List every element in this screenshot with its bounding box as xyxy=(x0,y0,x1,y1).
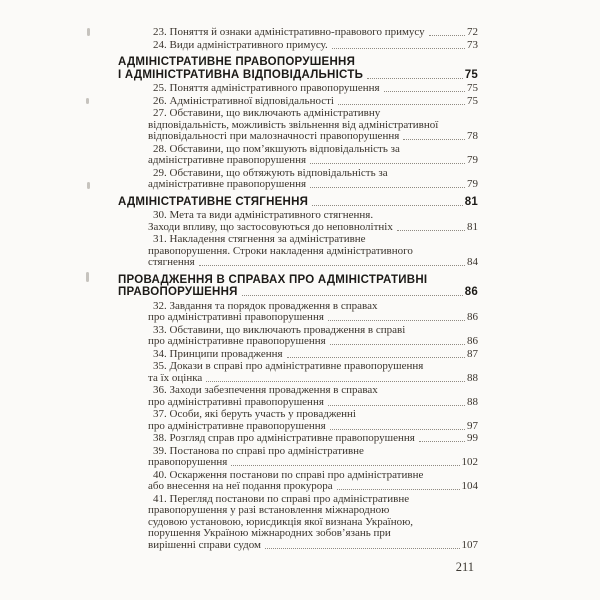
toc-page-number: 81 xyxy=(464,195,478,208)
toc-entry-text: або внесення на неї подання прокурора xyxy=(148,480,333,492)
dot-leader xyxy=(310,163,465,164)
toc-entry-text: 26. Адміністративної відповідальності xyxy=(153,94,334,107)
toc-page-number: 72 xyxy=(467,26,478,38)
toc-item-entry xyxy=(118,96,478,108)
toc-entry-line xyxy=(118,69,478,82)
dot-leader xyxy=(330,429,465,430)
toc-entry-text: та їх оцінка xyxy=(148,371,203,384)
toc-entry-text: 31. Накладення стягнення за адміністративне xyxy=(153,233,366,245)
scan-artifact xyxy=(86,98,89,104)
dot-leader xyxy=(312,205,463,206)
toc-item-entry xyxy=(118,385,478,408)
dot-leader xyxy=(199,265,465,266)
toc-page-number: 81 xyxy=(467,220,478,233)
toc-entry-line xyxy=(118,155,478,167)
dot-leader xyxy=(328,320,465,321)
toc-entry-text: про адміністративне правопорушення xyxy=(148,419,326,432)
toc-page-number: 102 xyxy=(461,456,478,468)
toc-entry-text: 25. Поняття адміністративного правопорушення xyxy=(153,82,380,94)
toc-page-number: 87 xyxy=(467,347,478,360)
dot-leader xyxy=(397,230,465,231)
toc-entry-line xyxy=(118,397,478,409)
toc-entry-line xyxy=(118,27,478,39)
dot-leader xyxy=(242,295,463,296)
toc-page-number: 107 xyxy=(461,538,478,551)
dot-leader xyxy=(231,465,459,466)
toc-page-number: 73 xyxy=(467,38,478,51)
toc-entry-line xyxy=(118,540,478,552)
toc-entry-line xyxy=(118,421,478,433)
toc-entry-text: порушення Україною міжнародних зобов’язань при xyxy=(148,527,391,539)
toc-page-number: 79 xyxy=(467,178,478,190)
toc-entry-line xyxy=(118,274,478,287)
toc-entry-text: про адміністративне правопорушення xyxy=(148,335,326,347)
toc-entry-text: адміністративне правопорушення xyxy=(148,154,307,166)
toc-section-entry xyxy=(118,196,478,209)
dot-leader xyxy=(367,78,463,79)
dot-leader xyxy=(206,381,465,382)
toc-item-entry xyxy=(118,361,478,384)
toc-entry-line xyxy=(118,385,478,397)
page-number-folio: 211 xyxy=(455,560,474,574)
toc-entry-text: правопорушення xyxy=(148,456,228,468)
toc-page-number: 78 xyxy=(467,130,478,142)
toc-entry-line xyxy=(118,96,478,108)
scan-artifact xyxy=(87,182,90,189)
dot-leader xyxy=(328,405,465,406)
toc-item-entry xyxy=(118,83,478,95)
dot-leader xyxy=(287,357,465,358)
toc-entry-text: ПРАВОПОРУШЕННЯ xyxy=(118,286,238,298)
toc-entry-text: 41. Перегляд постанови по справі про адміністративне xyxy=(153,492,410,505)
toc-page-number: 79 xyxy=(467,154,478,166)
dot-leader xyxy=(337,489,460,490)
toc-entry-line xyxy=(118,222,478,234)
toc-item-entry xyxy=(118,168,478,191)
toc-entry-text: 23. Поняття й ознаки адміністративно-правового примусу xyxy=(153,26,425,38)
toc-entry-line xyxy=(118,409,478,421)
toc-entry-text: стягнення xyxy=(148,256,195,268)
toc-entry-text: 37. Особи, які беруть участь у провадженні xyxy=(153,408,356,420)
toc-page-number: 75 xyxy=(467,94,478,107)
toc-item-entry xyxy=(118,325,478,348)
toc-entry-line xyxy=(118,257,478,269)
toc-entry-text: 32. Завдання та порядок провадження в справах xyxy=(153,299,378,312)
dot-leader xyxy=(403,139,465,140)
toc-entry-text: 35. Докази в справі про адміністративне правопорушення xyxy=(153,360,424,372)
toc-entry-line xyxy=(118,349,478,361)
toc-entry-line xyxy=(118,179,478,191)
dot-leader xyxy=(419,441,465,442)
toc-entry-line xyxy=(118,457,478,469)
toc-entry-line xyxy=(118,373,478,385)
scan-artifact xyxy=(86,272,89,282)
toc-entry-line xyxy=(118,312,478,324)
toc-page-number: 75 xyxy=(467,82,478,94)
toc-entry-text: відповідальності при малозначності правопорушення xyxy=(148,130,400,142)
toc-entry-text: АДМІНІСТРАТИВНЕ СТЯГНЕННЯ xyxy=(118,195,309,208)
toc-item-entry xyxy=(118,234,478,269)
toc-page-number: 104 xyxy=(461,480,478,492)
toc-item-entry xyxy=(118,40,478,52)
dot-leader xyxy=(332,48,465,49)
toc-entry-text: судовою установою, юрисдикція якої визнана Україною, xyxy=(148,515,414,528)
toc-item-entry xyxy=(118,470,478,493)
toc-entry-text: 24. Види адміністративного примусу. xyxy=(153,38,328,51)
toc-item-entry xyxy=(118,349,478,361)
toc-item-entry xyxy=(118,108,478,143)
toc-list xyxy=(118,27,478,551)
toc-page-number: 97 xyxy=(467,419,478,432)
toc-section-entry xyxy=(118,274,478,299)
toc-entry-text: 39. Постанова по справі про адміністративне xyxy=(153,444,364,457)
toc-entry-text: 38. Розгляд справ про адміністративне правопорушення xyxy=(153,432,415,444)
toc-entry-text: вирішенні справи судом xyxy=(148,538,261,551)
toc-entry-line xyxy=(118,83,478,95)
toc-entry-text: І АДМІНІСТРАТИВНА ВІДПОВІДАЛЬНІСТЬ xyxy=(118,68,364,81)
dot-leader xyxy=(330,344,465,345)
toc-item-entry xyxy=(118,144,478,167)
toc-item-entry xyxy=(118,301,478,324)
toc-entry-line xyxy=(118,286,478,299)
toc-entry-text: правопорушення. Строки накладення адміністративного xyxy=(148,244,413,257)
toc-item-entry xyxy=(118,433,478,445)
toc-entry-text: 34. Принципи провадження xyxy=(153,347,283,360)
toc-page-number: 99 xyxy=(467,432,478,444)
toc-entry-text: 36. Заходи забезпечення провадження в справах xyxy=(153,384,378,396)
toc-entry-line xyxy=(118,528,478,540)
toc-entry-text: 33. Обставини, що виключають провадження в справі xyxy=(153,323,406,336)
toc-page-number: 88 xyxy=(467,395,478,408)
toc-entry-text: 30. Мета та види адміністративного стягнення. xyxy=(153,209,374,221)
toc-page-number: 84 xyxy=(467,256,478,268)
toc-entry-line xyxy=(118,196,478,209)
dot-leader xyxy=(310,187,465,188)
toc-entry-line xyxy=(118,56,478,69)
toc-item-entry xyxy=(118,409,478,432)
toc-item-entry xyxy=(118,446,478,469)
toc-page-number: 86 xyxy=(464,286,478,298)
scan-artifact xyxy=(87,28,90,36)
toc-entry-text: Заходи впливу, що застосовуються до неповнолітніх xyxy=(148,220,393,233)
toc-entry-text: адміністративне правопорушення xyxy=(148,178,307,190)
toc-page-number: 86 xyxy=(467,311,478,323)
toc-item-entry xyxy=(118,27,478,39)
toc-entry-line xyxy=(118,361,478,373)
toc-page xyxy=(118,26,478,551)
toc-entry-text: 29. Обставини, що обтяжують відповідальність за xyxy=(153,166,388,179)
toc-page-number: 86 xyxy=(467,335,478,347)
toc-entry-text: АДМІНІСТРАТИВНЕ ПРАВОПОРУШЕННЯ xyxy=(118,56,356,68)
toc-entry-line xyxy=(118,336,478,348)
toc-entry-text: 28. Обставини, що пом’якшують відповідальність за xyxy=(153,142,400,155)
toc-page-number: 75 xyxy=(464,68,478,81)
toc-item-entry xyxy=(118,494,478,552)
toc-item-entry xyxy=(118,210,478,233)
toc-entry-text: про адміністративні правопорушення xyxy=(148,395,324,408)
toc-entry-text: 40. Оскарження постанови по справі про адміністративне xyxy=(153,468,424,481)
toc-entry-text: відповідальність, можливість звільнення від адміністративної xyxy=(148,118,439,131)
toc-entry-line xyxy=(118,433,478,445)
toc-page-number: 88 xyxy=(467,371,478,384)
toc-entry-line xyxy=(118,131,478,143)
dot-leader xyxy=(338,104,465,105)
toc-entry-line xyxy=(118,481,478,493)
dot-leader xyxy=(265,548,460,549)
toc-entry-text: правопорушення у разі встановлення міжнародною xyxy=(148,504,390,516)
toc-entry-line xyxy=(118,40,478,52)
toc-section-entry xyxy=(118,56,478,81)
toc-entry-text: про адміністративні правопорушення xyxy=(148,311,324,323)
dot-leader xyxy=(429,35,465,36)
toc-entry-text: 27. Обставини, що виключають адміністративну xyxy=(153,107,381,119)
toc-entry-line xyxy=(118,210,478,222)
toc-entry-text: ПРОВАДЖЕННЯ В СПРАВАХ ПРО АДМІНІСТРАТИВНІ xyxy=(118,273,428,286)
dot-leader xyxy=(384,91,465,92)
